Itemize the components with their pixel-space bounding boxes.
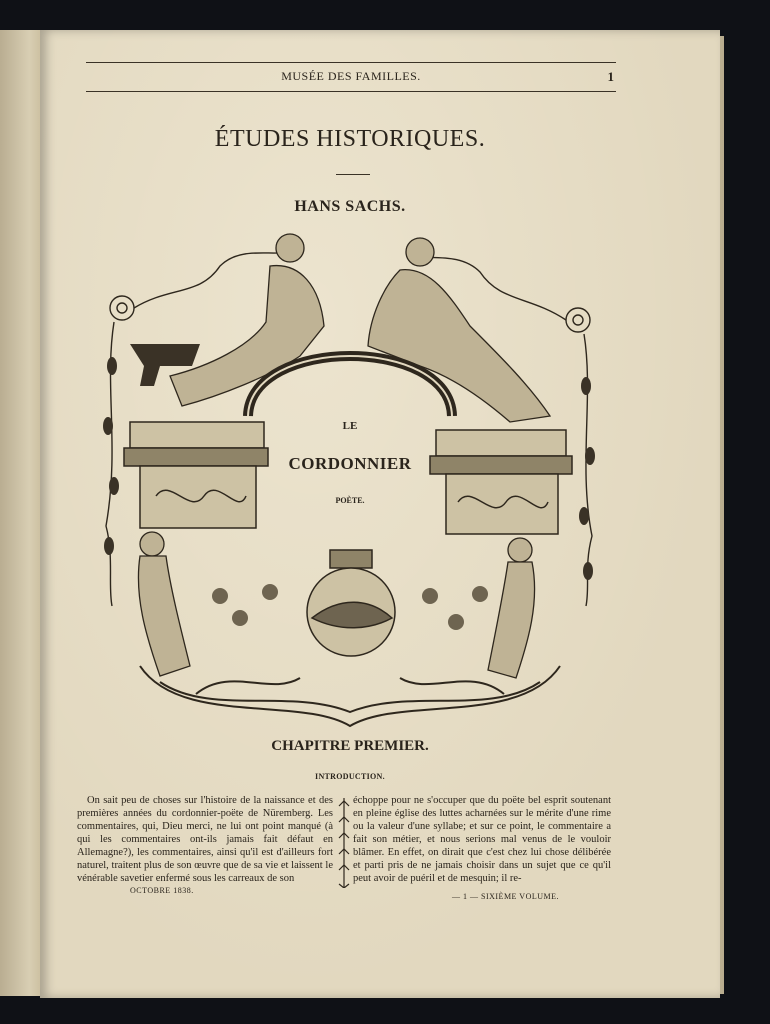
running-head — [86, 62, 616, 92]
text-column-right: échoppe pour ne s'occuper que du poëte bel esprit soutenant en pleine église des luttes acharnées sur le mérite d'une rime ou la valeur d'une syllabe; et sur ce point, le commentaire a fait son métier, et nous serions mal venus de le vouloir blâmer. En effet, on dirait que c'est chez lui chose délibérée et parti pris de ne jamais choisir dans un sujet que ce qu'il peut avoir de puéril et de mesquin; il re- — [353, 795, 611, 884]
footer-volume: — 1 — SIXIÈME VOLUME. — [452, 892, 560, 901]
plate-caption-cordonnier: CORDONNIER — [288, 454, 412, 473]
column-divider-ornament — [337, 798, 351, 888]
left-scroll-ornament — [110, 296, 134, 320]
page-number: 1 — [607, 69, 614, 84]
running-title: MUSÉE DES FAMILLES. — [281, 69, 421, 83]
article-title: ÉTUDES HISTORIQUES. — [214, 126, 486, 152]
plate-caption-poete: POÈTE. — [335, 496, 365, 505]
footer-date: OCTOBRE 1838. — [130, 886, 194, 895]
article-subject: HANS SACHS. — [294, 198, 406, 215]
engraved-frontispiece — [100, 226, 600, 736]
text-column-left: On sait peu de choses sur l'histoire de la naissance et des premières années du cordonnier-poëte de Nüremberg. Les commentaires, qui, Dieu merci, ne lui ont point manqué (à qui les commentaires ont-ils jamais fait défaut en Allemagne?), les commentaires, ainsi qu'il est d'ailleurs fort naturel, traitent plus de son œuvre que de sa vie et laissent le vénérable savetier enfermé sous les carreaux de son — [77, 795, 333, 884]
central-crest — [307, 550, 395, 656]
title-rule — [336, 174, 370, 175]
seated-figures — [170, 234, 550, 422]
facing-page-edge — [0, 30, 42, 996]
plate-caption-le: LE — [342, 420, 358, 432]
right-scroll-ornament — [566, 308, 590, 332]
chapter-heading: CHAPITRE PREMIER. — [271, 738, 429, 754]
base-scrollwork — [140, 666, 560, 726]
chapter-subheading: INTRODUCTION. — [315, 772, 385, 781]
engraving-illustration — [100, 226, 600, 736]
